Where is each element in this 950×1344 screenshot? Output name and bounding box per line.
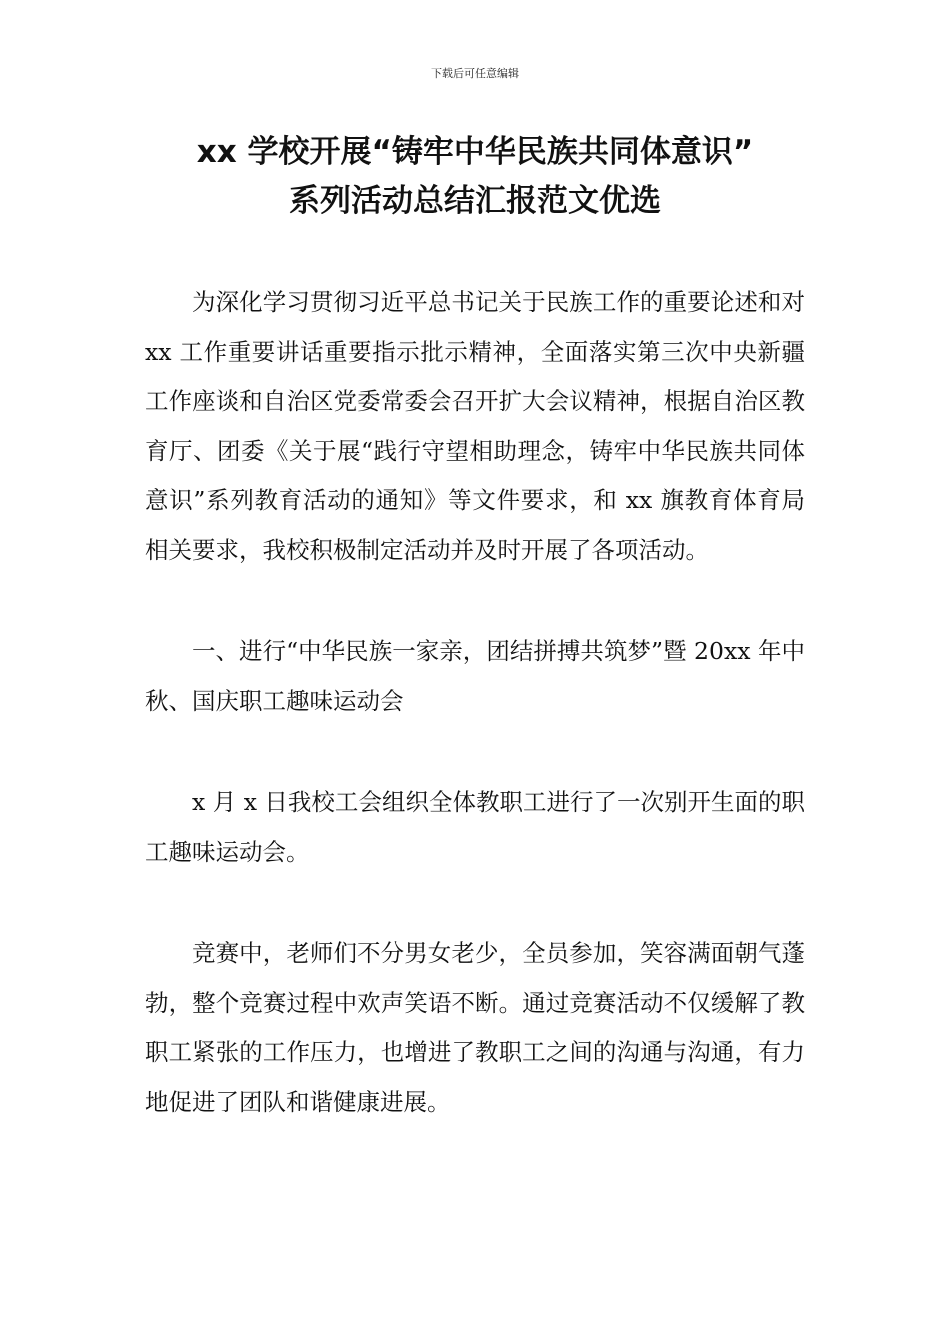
header-note: 下载后可任意编辑 <box>431 67 519 80</box>
title-line-1: xx 学校开展“铸牢中华民族共同体意识” <box>196 134 754 170</box>
document-title <box>100 128 850 226</box>
title-line-2: 系列活动总结汇报范文优选 <box>289 183 661 219</box>
document-body <box>145 278 805 1127</box>
paragraph-competition: 竞赛中，老师们不分男女老少，全员参加，笑容满面朝气蓬勃，整个竞赛过程中欢声笑语不断。通过竞赛活动不仅缓解了教职工紧张的工作压力，也增进了教职工之间的沟通与沟通，有力地促进了团队和谐健康进展。 <box>145 939 805 1116</box>
paragraph-intro: 为深化学习贯彻习近平总书记关于民族工作的重要论述和对 xx 工作重要讲话重要指示批示精神，全面落实第三次中央新疆工作座谈和自治区党委常委会召开扩大会议精神，根据自治区教育厅、团委《关于展“践行守望相助理念，铸牢中华民族共同体意识”系列教育活动的通知》等文件要求，和 xx 旗教育体育局相关要求，我校积极制定活动并及时开展了各项活动。 <box>145 288 805 564</box>
paragraph-event-date: x 月 x 日我校工会组织全体教职工进行了一次别开生面的职工趣味运动会。 <box>145 788 805 866</box>
section-heading-1: 一、进行“中华民族一家亲，团结拼搏共筑梦”暨 20xx 年中秋、国庆职工趣味运动会 <box>145 637 805 715</box>
